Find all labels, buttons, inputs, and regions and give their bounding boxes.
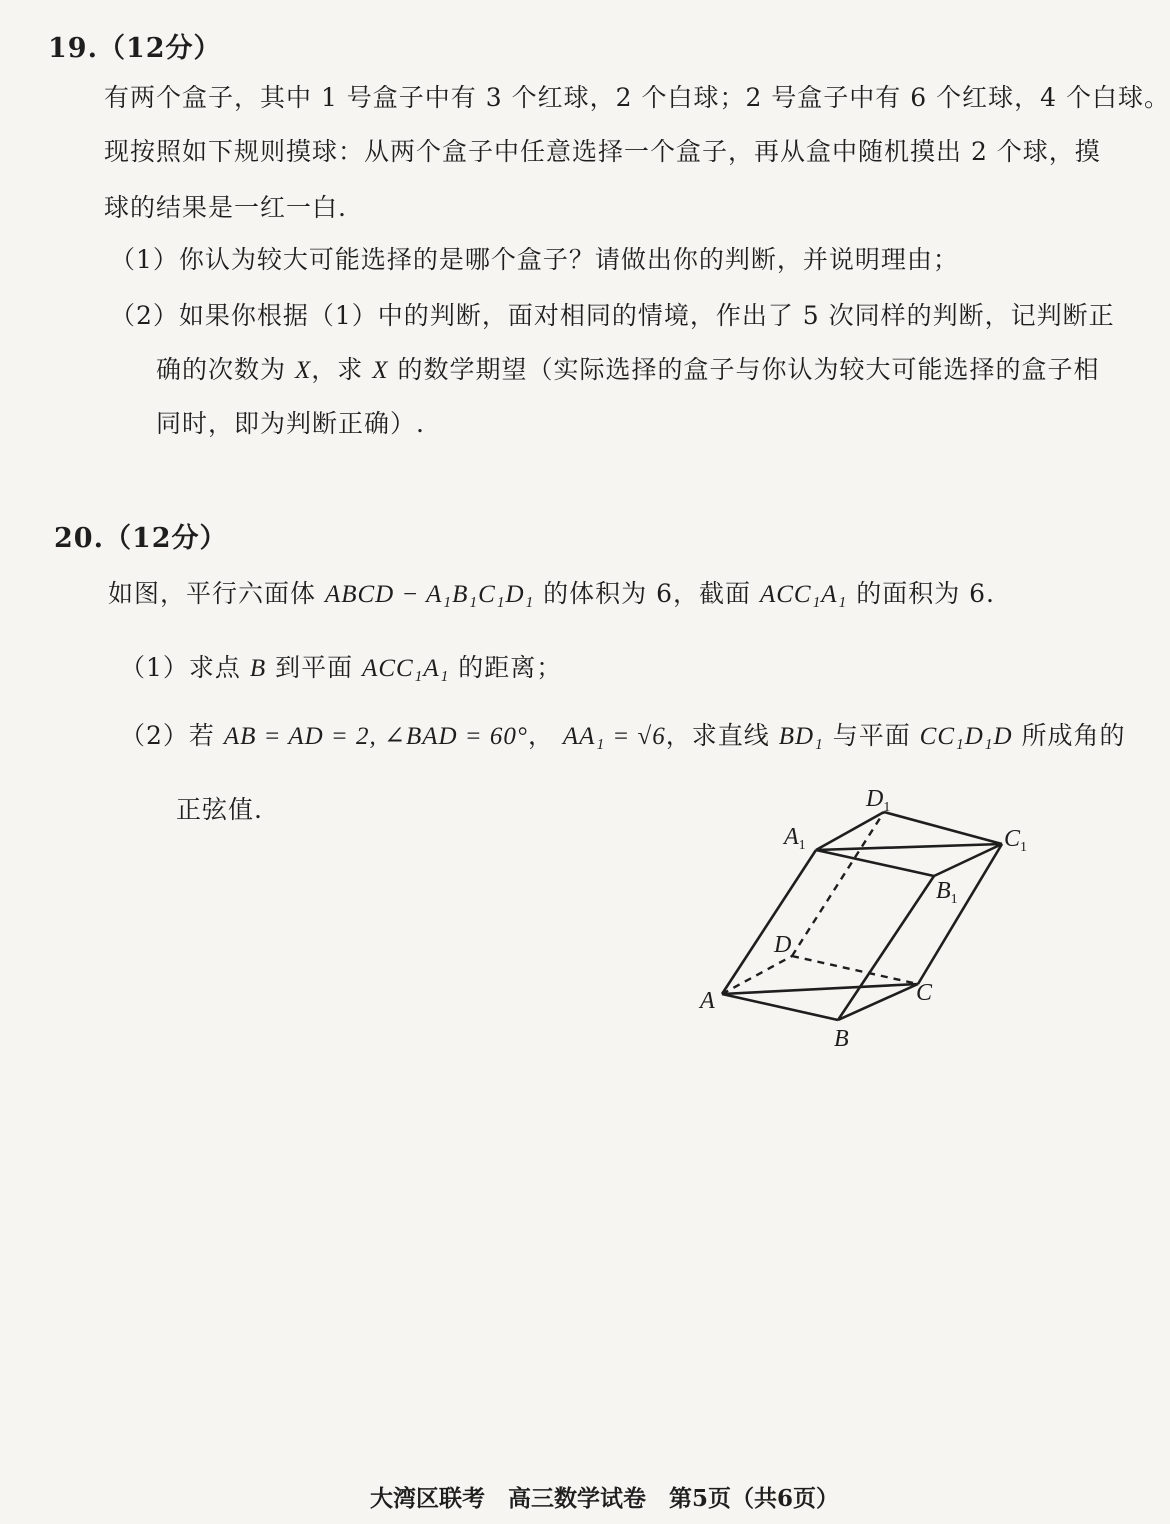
edge-aa1 bbox=[722, 850, 816, 994]
label-c1: $C_1$ bbox=[1004, 826, 1028, 855]
q20-solid-name: ABCD − A₁B₁C₁D₁ bbox=[324, 581, 535, 608]
q19-part2-text-a: 确的次数为 bbox=[156, 355, 287, 384]
edge-dd1-hidden bbox=[792, 812, 884, 956]
page-footer: 大湾区联考 高三数学试卷 第5页（共6页） bbox=[370, 1485, 840, 1512]
q20-point-b: B bbox=[249, 655, 267, 682]
q19-part2-line3: 同时，即为判断正确）. bbox=[156, 409, 425, 438]
q20-part1 bbox=[120, 648, 562, 684]
q19-stem-line3: 球的结果是一红一白. bbox=[104, 193, 347, 222]
q20-plane-2: CC₁D₁D bbox=[919, 723, 1013, 750]
label-d: D bbox=[774, 932, 792, 958]
edge-d1a1 bbox=[816, 812, 884, 850]
q20-part2-sep: ， bbox=[527, 721, 554, 750]
label-b: B bbox=[834, 1026, 849, 1052]
label-a1: $A_1$ bbox=[784, 824, 806, 853]
label-a: A bbox=[700, 988, 715, 1014]
q19-stem-line1: 有两个盒子，其中 1 号盒子中有 3 个红球，2 个白球；2 号盒子中有 6 个红球，4 个白球。 bbox=[104, 83, 1170, 112]
q19-part2-line1: （2）如果你根据（1）中的判断，面对相同的情境，作出了 5 次同样的判断，记判断正 bbox=[110, 301, 1115, 330]
q19-part2-text-b: ，求 bbox=[311, 355, 364, 384]
q19-part1: （1）你认为较大可能选择的是哪个盒子？请做出你的判断，并说明理由； bbox=[110, 245, 959, 274]
q20-line-bd1: BD₁ bbox=[778, 723, 824, 750]
q20-part2-d: 所成角的 bbox=[1021, 721, 1126, 750]
edge-ab bbox=[722, 994, 838, 1020]
label-b1: $B_1$ bbox=[936, 878, 958, 907]
q20-number: 20.（12分） bbox=[54, 523, 228, 554]
q20-part1-b: 到平面 bbox=[275, 653, 354, 682]
q20-condition: AB = AD = 2, ∠BAD = 60° bbox=[223, 723, 528, 750]
edge-dc-hidden bbox=[792, 956, 918, 984]
edge-c1d1 bbox=[884, 812, 1002, 844]
q19-number: 19.（12分） bbox=[48, 33, 222, 64]
q20-stem bbox=[108, 574, 995, 610]
q19-part2-line2 bbox=[156, 350, 1099, 386]
q20-condition-2: AA₁ = √6 bbox=[562, 723, 666, 750]
q20-part2-line2: 正弦值. bbox=[176, 795, 263, 824]
q19-part2-text-c: 的数学期望（实际选择的盒子与你认为较大可能选择的盒子相 bbox=[397, 355, 1100, 384]
edge-ad-hidden bbox=[722, 956, 792, 994]
edge-ac bbox=[722, 984, 918, 994]
q20-part2-c: 与平面 bbox=[832, 721, 911, 750]
q20-part2-a: （2）若 bbox=[120, 721, 215, 750]
q20-part1-a: （1）求点 bbox=[120, 653, 241, 682]
q20-part1-c: 的距离； bbox=[458, 653, 563, 682]
edge-a1c1 bbox=[816, 844, 1002, 850]
q19-var-x: X bbox=[294, 357, 312, 384]
q19-stem-line2: 现按照如下规则摸球：从两个盒子中任意选择一个盒子，再从盒中随机摸出 2 个球，摸 bbox=[104, 137, 1101, 166]
q20-stem-a: 如图，平行六面体 bbox=[108, 579, 317, 608]
q20-part2 bbox=[120, 716, 1125, 752]
label-c: C bbox=[916, 980, 933, 1006]
q20-stem-b: 的体积为 6，截面 bbox=[543, 579, 752, 608]
q20-section-name: ACC₁A₁ bbox=[759, 581, 848, 608]
q20-stem-c: 的面积为 6. bbox=[856, 579, 996, 608]
q19-var-x-2: X bbox=[372, 357, 389, 384]
q20-part2-b: ，求直线 bbox=[665, 721, 770, 750]
parallelepiped-figure bbox=[680, 780, 1060, 1060]
label-d1: $D_1$ bbox=[866, 786, 891, 815]
q20-plane: ACC₁A₁ bbox=[362, 655, 450, 682]
edge-a1b1 bbox=[816, 850, 934, 876]
